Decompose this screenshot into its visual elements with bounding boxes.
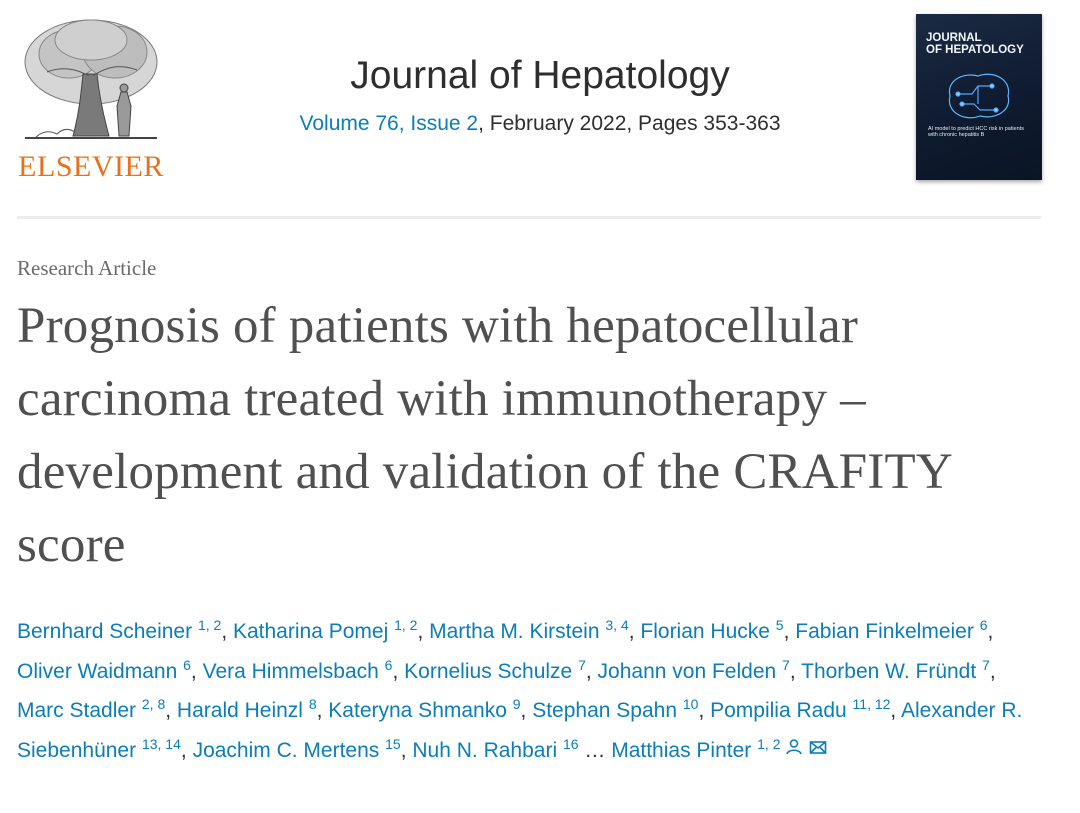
author-separator: , (585, 659, 598, 683)
journal-citation (210, 112, 870, 136)
author-link[interactable]: Marc Stadler $^{2, 8}$ (17, 696, 166, 722)
author-separator: , (400, 738, 413, 762)
author-list (17, 612, 1047, 771)
author-separator: , (890, 699, 901, 722)
brain-circuit-icon (938, 66, 1020, 124)
author-separator: , (180, 738, 193, 762)
article-title: Prognosis of patients with hepatocellular carcinoma treated with immunotherapy – development and validation of the CRAFITY score (17, 298, 952, 573)
journal-title-link[interactable]: Journal of Hepatology (350, 54, 730, 97)
author-link[interactable]: Vera Himmelsbach $^6$ (202, 656, 393, 683)
elsevier-logo[interactable] (17, 14, 165, 182)
cover-title: JOURNAL OF HEPATOLOGY (926, 32, 1024, 56)
author-separator: , (221, 620, 233, 643)
author-link[interactable]: Oliver Waidmann $^6$ (17, 656, 191, 683)
publisher-name: ELSEVIER (18, 150, 164, 183)
author-link[interactable]: Nuh N. Rahbari $^{16}$ (412, 735, 579, 762)
author-separator: , (190, 659, 203, 683)
author-separator: , (698, 699, 711, 722)
article-header (0, 0, 1080, 220)
author-separator: , (392, 659, 405, 683)
author-separator: , (165, 699, 177, 722)
author-link[interactable]: Bernhard Scheiner $^{1, 2}$ (17, 617, 222, 643)
author-separator: , (987, 620, 994, 643)
author-link[interactable]: Fabian Finkelmeier $^6$ (795, 617, 988, 643)
author-list-ellipsis[interactable]: … (578, 738, 612, 762)
author-link[interactable]: Kornelius Schulze $^7$ (404, 656, 586, 683)
author-link[interactable]: Kateryna Shmanko $^9$ (328, 696, 521, 722)
author-separator: , (520, 699, 533, 722)
author-separator: , (316, 699, 329, 722)
author-link[interactable]: Martha M. Kirstein $^{3, 4}$ (429, 617, 629, 643)
journal-cover-thumbnail[interactable] (916, 14, 1042, 180)
author-link[interactable]: Pompilia Radu $^{11, 12}$ (710, 696, 891, 722)
author-separator: , (789, 659, 802, 683)
author-link[interactable]: Johann von Felden $^7$ (597, 656, 790, 683)
header-divider (17, 216, 1041, 219)
author-link[interactable]: Thorben W. Fründt $^7$ (801, 656, 990, 683)
author-link[interactable]: Florian Hucke $^5$ (640, 617, 784, 643)
volume-issue-link[interactable]: Volume 76, Issue 2 (299, 112, 479, 135)
person-icon[interactable] (784, 731, 804, 771)
author-separator: , (417, 620, 430, 643)
article-type: Research Article (17, 256, 157, 280)
author-link[interactable]: Harald Heinzl $^8$ (176, 696, 317, 722)
author-separator: , (628, 620, 641, 643)
author-separator: , (783, 620, 796, 643)
author-link[interactable]: Alexander R. Siebenhüner $^{13, 14}$ (17, 699, 1023, 762)
date-pages: , February 2022, Pages 353-363 (478, 112, 781, 135)
author-link[interactable]: Stephan Spahn $^{10}$ (532, 696, 699, 722)
author-separator: , (989, 659, 996, 683)
journal-info (210, 54, 870, 136)
envelope-icon[interactable] (808, 731, 828, 771)
cover-caption: AI model to predict HCC risk in patients with chronic hepatitis B (928, 126, 1024, 138)
author-link[interactable]: Katharina Pomej $^{1, 2}$ (232, 617, 418, 643)
author-link-last[interactable]: Matthias Pinter $^{1, 2}$ (611, 735, 781, 762)
elsevier-tree-icon (17, 14, 165, 148)
author-link[interactable]: Joachim C. Mertens $^{15}$ (192, 735, 401, 762)
